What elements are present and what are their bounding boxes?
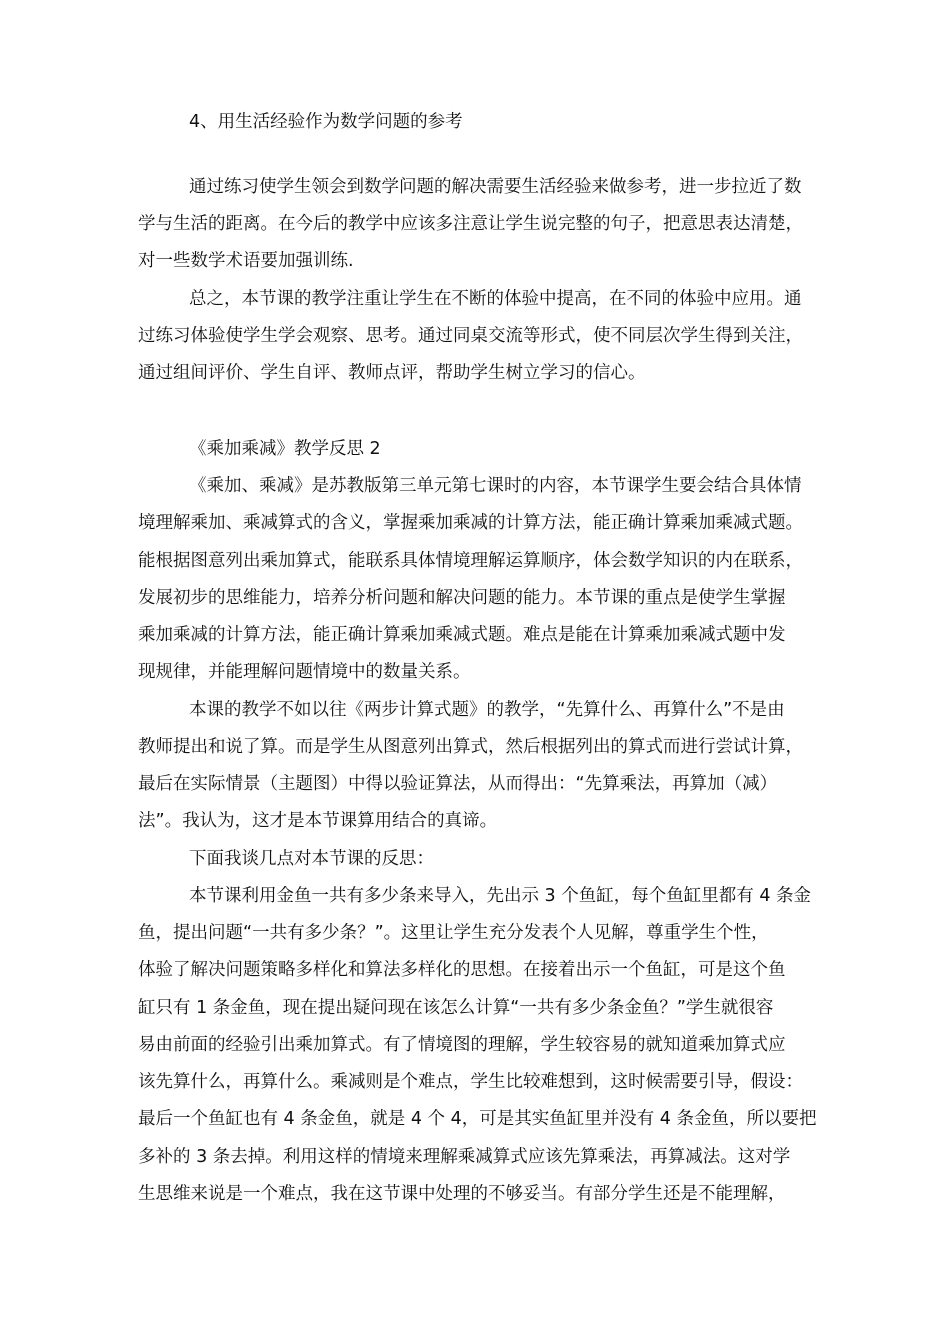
paragraph-line: 总之，本节课的教学注重让学生在不断的体验中提高，在不同的体验中应用。通 [189,289,802,309]
section-heading: 4、用生活经验作为数学问题的参考 [189,112,463,132]
paragraph-line: 发展初步的思维能力，培养分析问题和解决问题的能力。本节课的重点是使学生掌握 [138,588,786,608]
paragraph-line: 本节课利用金鱼一共有多少条来导入，先出示 3 个鱼缸，每个鱼缸里都有 4 条金 [189,886,812,906]
paragraph-line: 过练习体验使学生学会观察、思考。通过同桌交流等形式，使不同层次学生得到关注， [138,326,803,346]
paragraph-line: 教师提出和说了算。而是学生从图意列出算式，然后根据列出的算式而进行尝试计算， [138,737,803,757]
paragraph-line: 境理解乘加、乘减算式的含义，掌握乘加乘减的计算方法，能正确计算乘加乘减式题。 [138,513,803,533]
paragraph-line: 对一些数学术语要加强训练. [138,251,354,271]
paragraph-line: 学与生活的距离。在今后的教学中应该多注意让学生说完整的句子，把意思表达清楚， [138,214,803,234]
paragraph-line: 多补的 3 条去掉。利用这样的情境来理解乘减算式应该先算乘法，再算减法。这对学 [138,1147,791,1167]
paragraph-line: 下面我谈几点对本节课的反思： [189,849,434,869]
paragraph-line: 鱼，提出问题“一共有多少条？”。这里让学生充分发表个人见解，尊重学生个性， [138,923,769,943]
paragraph-line: 能根据图意列出乘加算式，能联系具体情境理解运算顺序，体会数学知识的内在联系， [138,551,803,571]
paragraph-line: 最后一个鱼缸也有 4 条金鱼，就是 4 个 4，可是其实鱼缸里并没有 4 条金鱼，所以要把 [138,1109,817,1129]
paragraph-line: 通过练习使学生领会到数学问题的解决需要生活经验来做参考，进一步拉近了数 [189,177,802,197]
paragraph-line: 缸只有 1 条金鱼，现在提出疑问现在该怎么计算“一共有多少条金鱼？”学生就很容 [138,998,774,1018]
paragraph-line: 该先算什么，再算什么。乘减则是个难点，学生比较难想到，这时候需要引导，假设： [138,1072,803,1092]
paragraph-line: 生思维来说是一个难点，我在这节课中处理的不够妥当。有部分学生还是不能理解， [138,1184,786,1204]
paragraph-line: 通过组间评价、学生自评、教师点评，帮助学生树立学习的信心。 [138,363,646,383]
paragraph-line: 乘加乘减的计算方法，能正确计算乘加乘减式题。难点是能在计算乘加乘减式题中发 [138,625,786,645]
paragraph-line: 最后在实际情景（主题图）中得以验证算法，从而得出：“先算乘法，再算加（减） [138,774,778,794]
paragraph-line: 体验了解决问题策略多样化和算法多样化的思想。在接着出示一个鱼缸，可是这个鱼 [138,960,786,980]
paragraph-line: 《乘加、乘减》是苏教版第三单元第七课时的内容，本节课学生要会结合具体情 [189,476,802,496]
paragraph-line: 本课的教学不如以往《两步计算式题》的教学，“先算什么、再算什么”不是由 [189,700,785,720]
paragraph-line: 法”。我认为，这才是本节课算用结合的真谛。 [138,811,498,831]
paragraph-line: 易由前面的经验引出乘加算式。有了情境图的理解，学生较容易的就知道乘加算式应 [138,1035,786,1055]
article-title: 《乘加乘减》教学反思 2 [189,439,381,459]
paragraph-line: 现规律，并能理解问题情境中的数量关系。 [138,662,471,682]
